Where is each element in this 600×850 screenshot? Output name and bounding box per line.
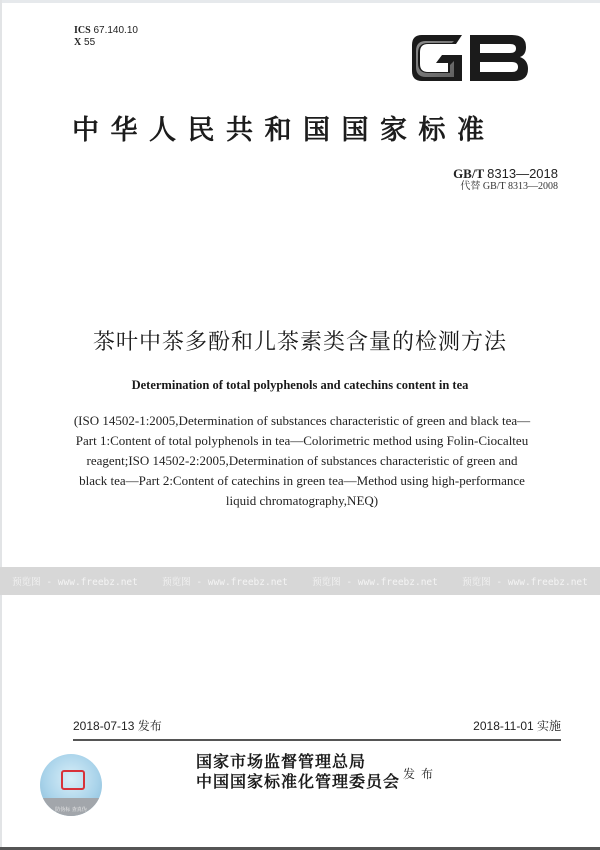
issuing-authorities [196,752,400,792]
document-title-en: Determination of total polyphenols and catechins content in tea [131,378,469,392]
gb-logo-icon [410,33,530,83]
publish-date: 2018-07-13 发布 [73,719,162,733]
national-standard-heading: 中华人民共和国国家标准 [72,115,496,146]
seal-mark-icon [61,770,85,790]
iso-reference: (ISO 14502-1:2005,Determination of substances characteristic of green and black tea—Part 1:Content of total polyphenols in tea—Colorimetric method using Folin-Ciocalteu reagent;ISO 14502-2:2005,Determination of substances characteristic of green and black tea—Part 2:Content of catechins in green tea—Method using high-performance liquid chromatography,NEQ) [73,413,531,508]
replaces-standard: 代替 GB/T 8313—2008 [460,181,558,192]
ccs-line: X 55 [74,37,96,48]
issuer-samr: 国家市场监督管理总局 [196,752,367,771]
classification-codes [74,25,138,49]
standard-number: GB/T 8313—2018 [453,166,558,181]
watermark-text: 预览图 - www.freebz.net [462,577,588,588]
issuer-sac: 中国国家标准化管理委员会 [196,772,401,791]
ics-line: ICS 67.140.10 [74,25,138,36]
watermark-text: 预览图 - www.freebz.net [12,577,138,588]
watermark-text: 预览图 - www.freebz.net [162,577,288,588]
effective-date: 2018-11-01 实施 [473,719,561,733]
date-rule [73,715,561,741]
document-title-cn: 茶叶中茶多酚和儿茶素类含量的检测方法 [92,330,507,355]
anti-counterfeit-seal-icon [40,754,102,816]
page-edge [0,0,600,3]
watermark-text: 预览图 - www.freebz.net [312,577,438,588]
watermark-banner [0,567,600,595]
standard-number-block [453,166,558,193]
seal-band-text: 防伪标 查真伪 [55,807,87,813]
issue-label: 发布 [403,767,440,781]
page-edge [0,0,2,850]
